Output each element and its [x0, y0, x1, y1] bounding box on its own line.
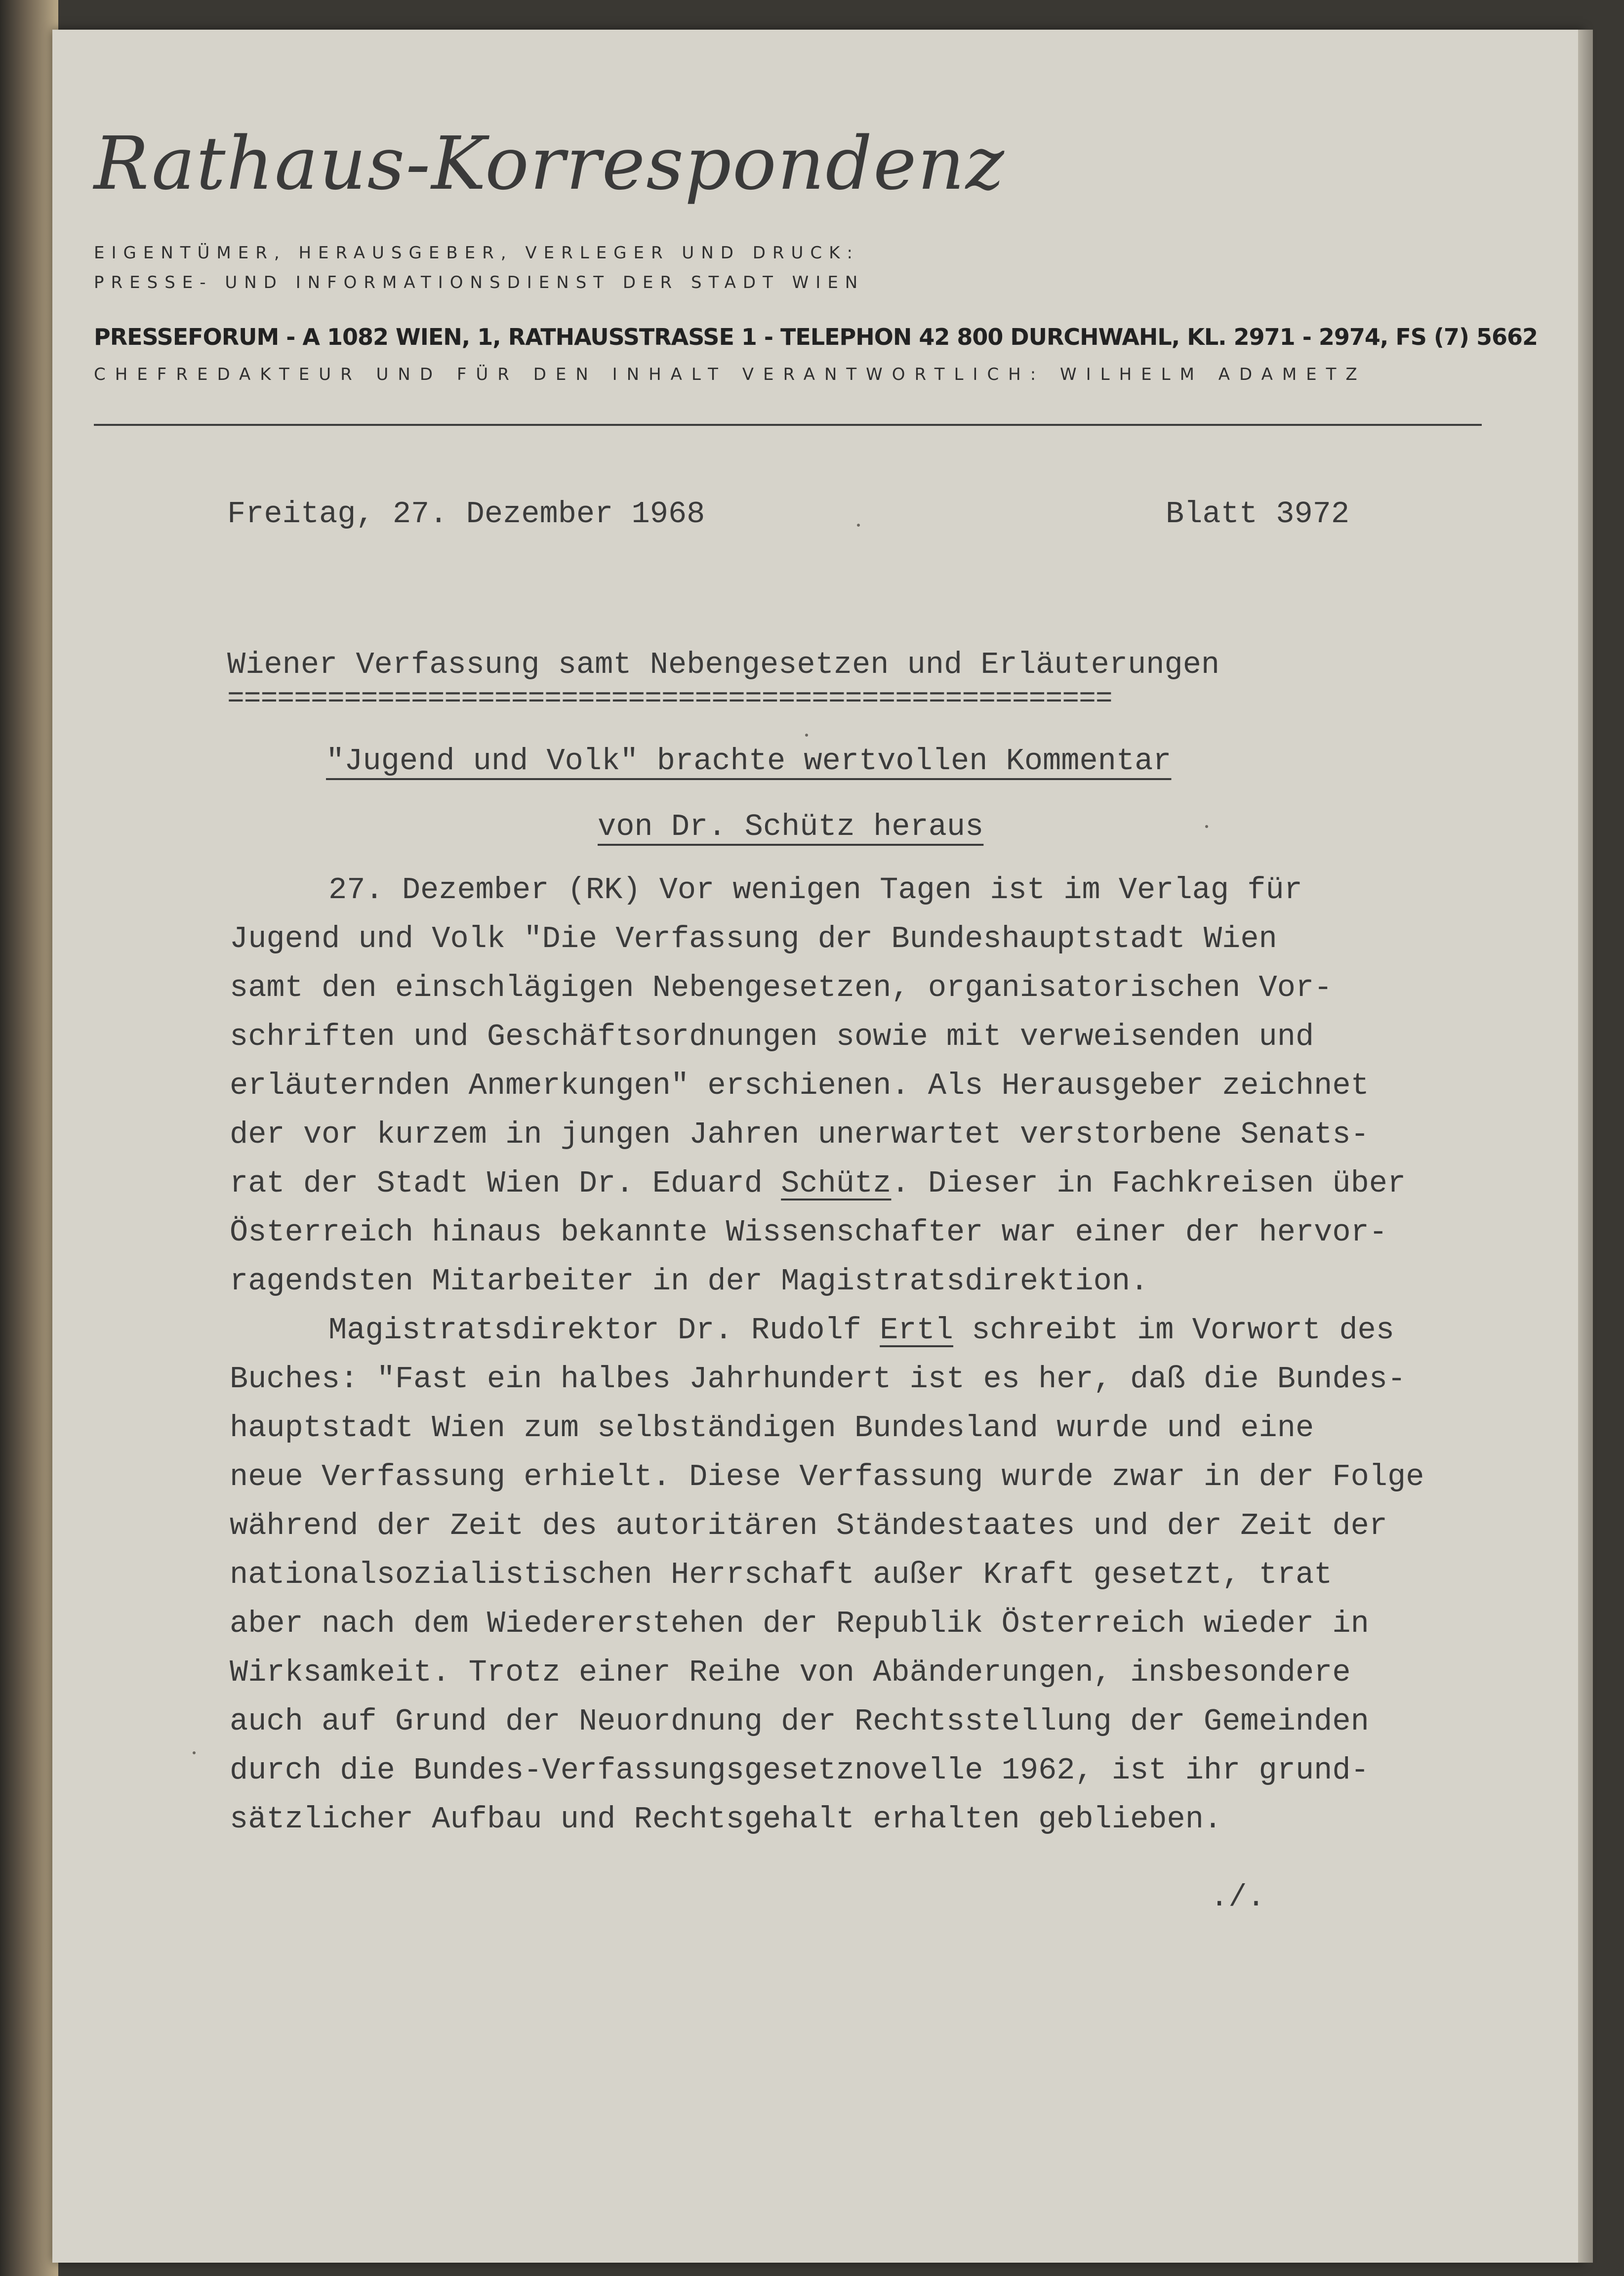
- body-line: Jugend und Volk "Die Verfassung der Bundeshauptstadt Wien: [230, 921, 1277, 956]
- paper-speck: [1205, 825, 1208, 828]
- body-line: hauptstadt Wien zum selbständigen Bundesland wurde und eine: [230, 1410, 1314, 1446]
- page-edge: [1578, 30, 1593, 2263]
- paper-speck: [193, 1751, 196, 1754]
- body-line: der vor kurzem in jungen Jahren unerwartet verstorbene Senats-: [230, 1117, 1369, 1152]
- body-line: 27. Dezember (RK) Vor wenigen Tagen ist im Verlag für: [328, 872, 1302, 908]
- owner-line: EIGENTÜMER, HERAUSGEBER, VERLEGER UND DRUCK:: [94, 243, 859, 263]
- header-rule: [94, 424, 1482, 426]
- body-line: ragendsten Mitarbeiter in der Magistratsdirektion.: [230, 1264, 1149, 1299]
- headline: Wiener Verfassung samt Nebengesetzen und Erläuterungen: [227, 647, 1220, 682]
- body-text: rat der Stadt Wien Dr. Eduard: [230, 1166, 781, 1201]
- paper-speck: [805, 734, 808, 737]
- editor-line: CHEFREDAKTEUR UND FÜR DEN INHALT VERANTWORTLICH: WILHELM ADAMETZ: [94, 365, 1367, 384]
- body-line: [230, 1166, 1406, 1201]
- body-line: während der Zeit des autoritären Ständestaates und der Zeit der: [230, 1508, 1387, 1543]
- body-line: sätzlicher Aufbau und Rechtsgehalt erhalten geblieben.: [230, 1802, 1222, 1837]
- body-line: Wirksamkeit. Trotz einer Reihe von Abänderungen, insbesondere: [230, 1655, 1351, 1690]
- body-text: . Dieser in Fachkreisen über: [891, 1166, 1406, 1201]
- paper-speck: [857, 524, 860, 527]
- sheet-number: Blatt 3972: [1166, 497, 1350, 532]
- masthead-title: Rathaus-Korrespondenz: [94, 121, 1005, 206]
- body-line: aber nach dem Wiedererstehen der Republik Österreich wieder in: [230, 1606, 1369, 1641]
- body-line: Buches: "Fast ein halbes Jahrhundert ist es her, daß die Bundes-: [230, 1362, 1406, 1397]
- body-line: nationalsozialistischen Herrschaft außer Kraft gesetzt, trat: [230, 1557, 1333, 1592]
- subheadline-2: von Dr. Schütz heraus: [598, 809, 984, 844]
- body-line: samt den einschlägigen Nebengesetzen, organisatorischen Vor-: [230, 970, 1333, 1005]
- body-line: neue Verfassung erhielt. Diese Verfassung wurde zwar in der Folge: [230, 1459, 1424, 1494]
- body-text: schreibt im Vorwort des: [953, 1313, 1394, 1348]
- underlined-name: Schütz: [781, 1166, 892, 1201]
- body-line: durch die Bundes-Verfassungsgesetznovelle 1962, ist ihr grund-: [230, 1753, 1369, 1788]
- headline-double-rule: =====================================================: [227, 683, 1112, 715]
- address-line: PRESSEFORUM - A 1082 WIEN, 1, RATHAUSSTRASSE 1 - TELEPHON 42 800 DURCHWAHL, KL. 2971 - 2974, FS (7) 5662: [94, 324, 1538, 350]
- body-line: schriften und Geschäftsordnungen sowie mit verweisenden und: [230, 1019, 1314, 1054]
- body-line: auch auf Grund der Neuordnung der Rechtsstellung der Gemeinden: [230, 1704, 1369, 1739]
- body-line: Österreich hinaus bekannte Wissenschafter war einer der hervor-: [230, 1215, 1387, 1250]
- continuation-mark: ./.: [1210, 1880, 1265, 1915]
- book-spine: [0, 0, 58, 2276]
- underlined-name: Ertl: [880, 1313, 954, 1348]
- issue-date: Freitag, 27. Dezember 1968: [227, 497, 705, 532]
- subheadline-1: "Jugend und Volk" brachte wertvollen Kommentar: [326, 744, 1172, 779]
- body-text: Magistratsdirektor Dr. Rudolf: [328, 1313, 880, 1348]
- body-line: erläuternden Anmerkungen" erschienen. Als Herausgeber zeichnet: [230, 1068, 1369, 1103]
- body-line: [328, 1313, 1394, 1348]
- service-line: PRESSE- UND INFORMATIONSDIENST DER STADT WIEN: [94, 273, 865, 292]
